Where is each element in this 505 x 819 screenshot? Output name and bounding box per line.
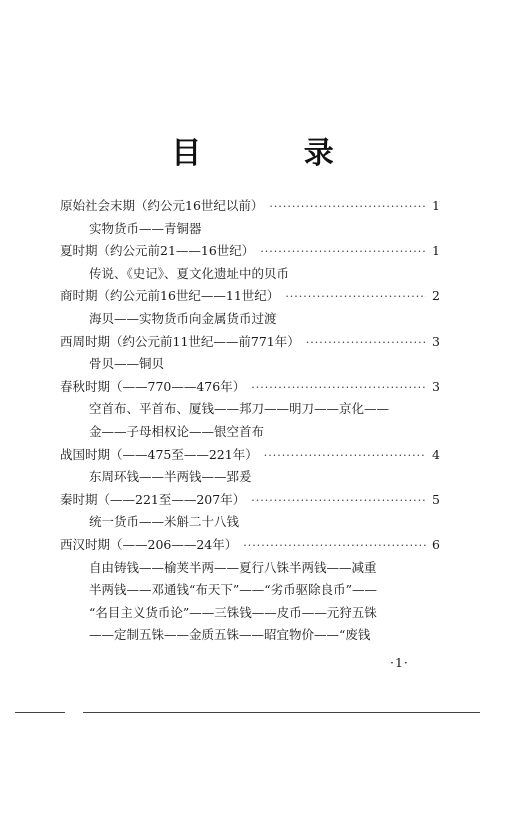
toc-entry-label: 秦时期（——221至——207年） [60,491,246,507]
toc-subtopic: ——定制五铢——金质五铢——昭宜物价——“废钱 [89,627,371,643]
toc-subtopic: 海贝——实物货币向金属货币过渡 [89,310,277,326]
toc-subtopic: 半两钱——邓通钱“布天下”——“劣币驱除良币”—— [89,582,378,598]
rule-gap [65,710,83,715]
toc-entry [60,195,440,218]
page-folio: ·1· [390,655,409,670]
toc-page-number: 5 [432,491,440,507]
page-title: 目 录 [171,136,380,171]
toc-page-number: 3 [432,333,440,349]
dot-leader [251,490,426,513]
toc-page-number: 2 [432,288,440,304]
dot-leader [306,332,426,355]
toc-subtopic: 传说、《史记》、夏文化遗址中的贝币 [89,265,290,281]
toc-entry [60,331,440,354]
toc-subtopic: 东周环钱——半两钱——郢爰 [89,469,252,485]
toc-subtopic: 统一货币——米斛二十八钱 [89,514,240,530]
toc-entry-label: 春秋时期（——770——476年） [60,378,246,394]
toc-entry [60,376,440,399]
toc-entry-label: 原始社会末期（约公元16世纪以前） [60,198,264,213]
table-of-contents [60,195,440,647]
toc-subtopic: 自由铸钱——榆荚半两——夏行八铢半两钱——减重 [89,559,377,575]
dot-leader [264,445,426,468]
toc-subtopic: 空首布、平首布、厦钱——邦刀——明刀——京化—— [89,401,390,417]
toc-page-number: 1 [432,243,440,259]
toc-subtopic: 实物货币——青铜器 [89,220,202,236]
toc-entry [60,444,440,467]
dot-leader [243,535,426,558]
toc-page-number: 4 [432,446,440,462]
toc-entry-label: 西汉时期（——206——24年） [60,536,238,552]
toc-entry [60,534,440,557]
toc-entry-label: 夏时期（约公元前21——16世纪） [60,243,255,259]
toc-subtopic: 金——子母相权论——银空首布 [89,423,265,439]
toc-entry [60,240,440,263]
toc-page-number: 3 [432,378,440,394]
toc-entry-label: 商时期（约公元前16世纪——11世纪） [60,288,280,304]
dot-leader [269,196,426,219]
toc-entry [60,489,440,512]
bottom-rule [15,712,480,713]
dot-leader [285,286,426,309]
toc-page-number: 6 [432,536,440,552]
toc-entry [60,285,440,308]
toc-subtopic: 骨贝——铜贝 [89,356,165,372]
toc-entry-label: 西周时期（约公元前11世纪——前771年） [60,333,300,349]
toc-entry-label: 战国时期（——475至——221年） [60,446,258,462]
dot-leader [251,377,426,400]
toc-subtopic: “名目主义货币论”——三铢钱——皮币——元狩五铢 [89,604,377,620]
toc-page-number: 1 [432,198,440,213]
dot-leader [260,241,426,264]
